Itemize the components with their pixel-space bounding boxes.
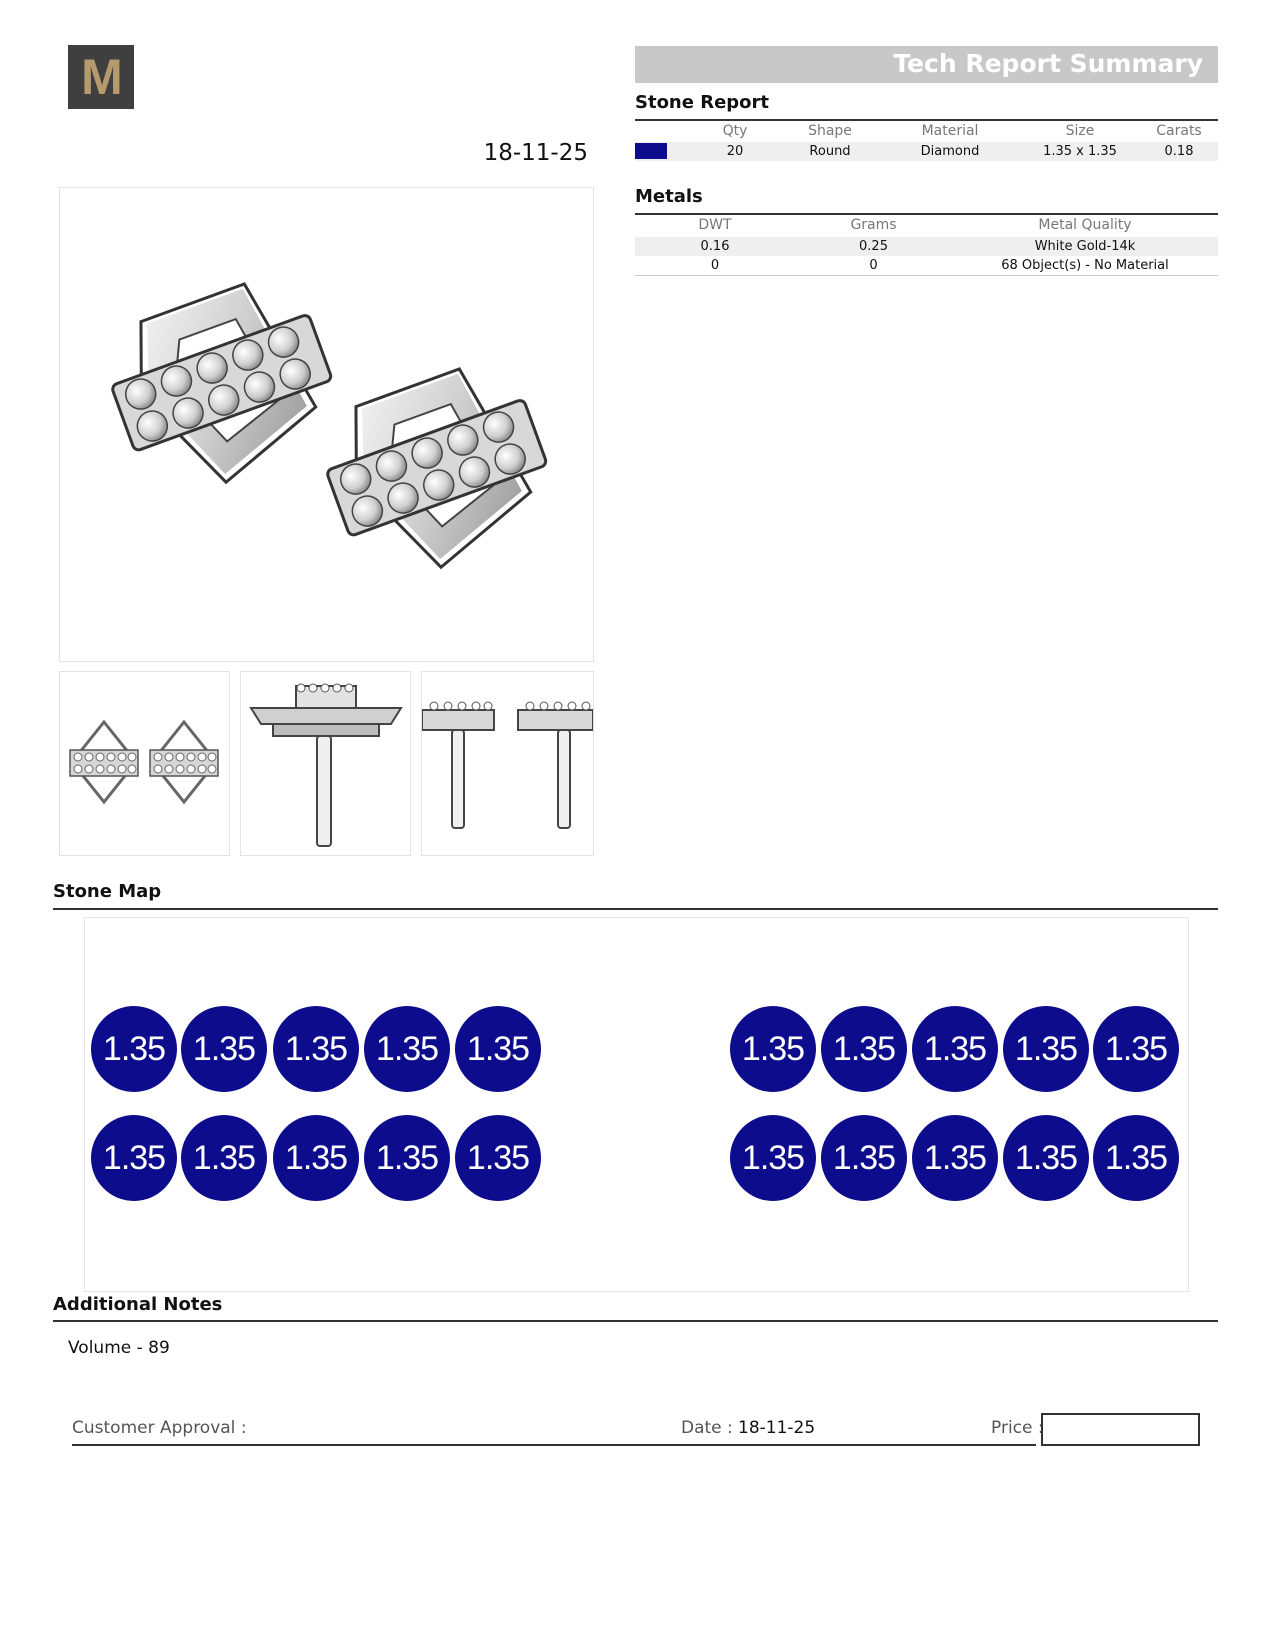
stone-map-rule xyxy=(53,908,1218,910)
price-label: Price : xyxy=(991,1418,1044,1438)
stone-size: 1.35 x 1.35 xyxy=(1043,144,1117,159)
stone-marker: 1.35 xyxy=(455,1115,541,1201)
metal-grams: 0 xyxy=(869,258,878,273)
approval-signature-line xyxy=(72,1444,1036,1446)
logo-letter: M xyxy=(81,49,121,105)
metals-row xyxy=(635,237,1218,256)
col-dwt: DWT xyxy=(698,217,732,233)
col-grams: Grams xyxy=(850,217,897,233)
metals-header-row xyxy=(635,215,1218,235)
stone-marker: 1.35 xyxy=(273,1006,359,1092)
col-carats: Carats xyxy=(1156,123,1202,139)
metal-dwt: 0.16 xyxy=(700,239,730,254)
page-title: Tech Report Summary xyxy=(893,49,1203,78)
thumbnail-side-view xyxy=(240,671,411,856)
additional-notes-rule xyxy=(53,1320,1218,1322)
col-size: Size xyxy=(1065,123,1095,139)
earrings-front-render xyxy=(60,672,229,855)
thumbnail-front-view xyxy=(59,671,230,856)
stone-marker: 1.35 xyxy=(1003,1006,1089,1092)
metals-row xyxy=(635,256,1218,275)
customer-approval-label: Customer Approval : xyxy=(72,1418,247,1438)
metal-grams: 0.25 xyxy=(859,239,888,254)
stone-marker: 1.35 xyxy=(364,1115,450,1201)
col-material: Material xyxy=(921,123,979,139)
metals-bottom-rule xyxy=(635,275,1218,276)
metal-quality: White Gold-14k xyxy=(1034,239,1136,254)
stone-map xyxy=(84,917,1189,1292)
stone-marker: 1.35 xyxy=(821,1006,907,1092)
metal-dwt: 0 xyxy=(710,258,720,273)
stone-color-swatch xyxy=(635,143,667,159)
stone-marker: 1.35 xyxy=(1003,1115,1089,1201)
notes-text: Volume - 89 xyxy=(68,1338,170,1358)
earring-side-render xyxy=(241,672,410,855)
stone-report-header-row xyxy=(635,121,1218,141)
stone-marker: 1.35 xyxy=(912,1115,998,1201)
stone-marker: 1.35 xyxy=(181,1115,267,1201)
approval-date: 18-11-25 xyxy=(738,1418,816,1438)
col-metal-quality: Metal Quality xyxy=(1038,217,1132,233)
col-shape: Shape xyxy=(808,123,852,139)
stone-report-row xyxy=(635,142,1218,161)
stone-shape: Round xyxy=(809,144,851,159)
title-bar xyxy=(635,46,1218,83)
earrings-profile-render xyxy=(422,672,593,855)
col-qty: Qty xyxy=(722,123,748,139)
price-field[interactable] xyxy=(1041,1413,1200,1446)
stone-marker: 1.35 xyxy=(821,1115,907,1201)
stone-map-title: Stone Map xyxy=(53,881,162,902)
stone-marker: 1.35 xyxy=(730,1006,816,1092)
earrings-perspective-render xyxy=(60,188,593,661)
stone-marker: 1.35 xyxy=(455,1006,541,1092)
date-label: Date : xyxy=(681,1418,733,1438)
stone-marker: 1.35 xyxy=(1093,1006,1179,1092)
stone-marker: 1.35 xyxy=(91,1115,177,1201)
stone-marker: 1.35 xyxy=(1093,1115,1179,1201)
stone-marker: 1.35 xyxy=(912,1006,998,1092)
metal-quality: 68 Object(s) - No Material xyxy=(1001,258,1169,273)
stone-marker: 1.35 xyxy=(91,1006,177,1092)
main-product-image xyxy=(59,187,594,662)
stone-carats: 0.18 xyxy=(1164,144,1194,159)
thumbnail-profile-view xyxy=(421,671,594,856)
company-logo xyxy=(68,45,134,109)
stone-marker: 1.35 xyxy=(181,1006,267,1092)
stone-marker: 1.35 xyxy=(273,1115,359,1201)
stone-material: Diamond xyxy=(920,144,980,159)
metals-title: Metals xyxy=(635,186,703,207)
stone-marker: 1.35 xyxy=(730,1115,816,1201)
report-date: 18-11-25 xyxy=(483,140,588,166)
stone-report-title: Stone Report xyxy=(635,92,770,113)
stone-qty: 20 xyxy=(726,144,744,159)
additional-notes-title: Additional Notes xyxy=(53,1294,223,1315)
stone-marker: 1.35 xyxy=(364,1006,450,1092)
